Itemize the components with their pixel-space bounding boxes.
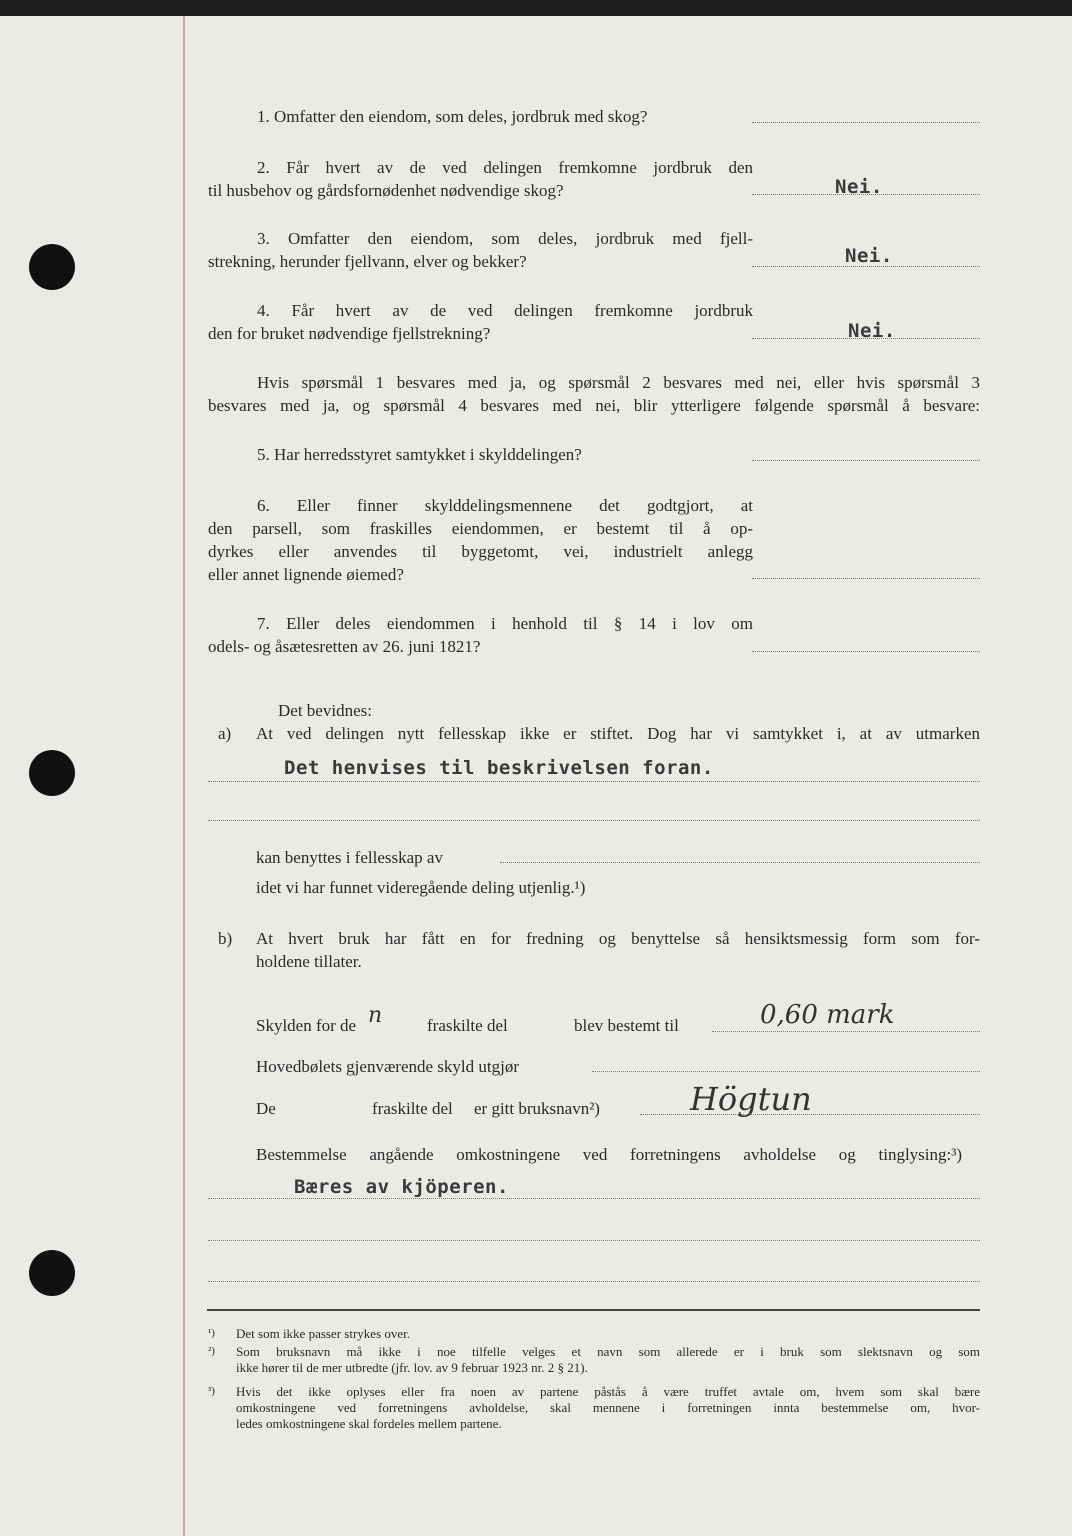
attest-a-line-1 <box>208 781 980 782</box>
question-3-line-1: 3. Omfatter den eiendom, som deles, jordbruk med fjell- <box>257 229 753 248</box>
attest-a-text: At ved delingen nytt fellesskap ikke er stiftet. Dog har vi samtykket i, at av utmarken <box>256 724 980 743</box>
question-4-line-1: 4. Får hvert av de ved delingen fremkomne jordbruk <box>257 301 753 320</box>
answer-line-7 <box>752 651 980 652</box>
cost-label: Bestemmelse angående omkostningene ved forretningens avholdelse og tinglysing:³) <box>256 1145 962 1164</box>
attest-a-common-line <box>500 862 980 863</box>
footnote-1-mark: ¹) <box>208 1327 215 1339</box>
footnote-3-line-1: Hvis det ikke oplyses eller fra noen av partene påstås å være truffet avtale om, hvem som skal bære <box>236 1384 980 1399</box>
question-7-line-1: 7. Eller deles eiendommen i henhold til § 14 i lov om <box>257 614 753 633</box>
footnote-2-line-2: ikke hører til de mer utbredte (jfr. lov. av 9 februar 1923 nr. 2 § 21). <box>236 1360 588 1375</box>
attest-a-typed: Det henvises til beskrivelsen foran. <box>284 757 714 779</box>
attest-a-label: a) <box>218 724 232 743</box>
question-2-line-1: 2. Får hvert av de ved delingen fremkomne jordbruk den <box>257 158 753 177</box>
footnote-1: Det som ikke passer strykes over. <box>236 1326 411 1341</box>
margin-rule <box>183 16 185 1536</box>
name-mid: fraskilte del <box>372 1099 453 1118</box>
question-6-line-2: den parsell, som fraskilles eiendommen, er bestemt til å op- <box>208 519 753 538</box>
question-6-line-3: dyrkes eller anvendes til byggetomt, vei, industrielt anlegg <box>208 542 753 561</box>
conditional-line-1: Hvis spørsmål 1 besvares med ja, og spørsmål 2 besvares med nei, eller hvis spørsmål 3 <box>257 373 980 392</box>
skyld-hand-n: n <box>368 1003 383 1028</box>
footnote-3-mark: ³) <box>208 1385 215 1397</box>
footnote-2-line-1: Som bruksnavn må ikke i noe tilfelle velges et navn som allerede er i bruk som slektsnavn og som <box>236 1344 980 1359</box>
cost-line-2 <box>208 1240 980 1241</box>
answer-3: Nei. <box>845 245 893 267</box>
skyld-value-line <box>712 1031 980 1032</box>
scan-top-edge <box>0 0 1072 16</box>
cost-line-3 <box>208 1281 980 1282</box>
name-value: Högtun <box>690 1080 812 1118</box>
question-3-line-2: strekning, herunder fjellvann, elver og bekker? <box>208 252 527 271</box>
cost-line-1 <box>208 1198 980 1199</box>
name-suffix: er gitt bruksnavn²) <box>474 1099 600 1118</box>
attest-a-common: kan benyttes i fellesskap av <box>256 848 443 867</box>
answer-line-6 <box>752 578 980 579</box>
skyld-prefix: Skylden for de <box>256 1016 357 1035</box>
question-1: 1. Omfatter den eiendom, som deles, jordbruk med skog? <box>257 107 648 126</box>
question-6-line-1: 6. Eller finner skylddelingsmennene det godtgjort, at <box>257 496 753 515</box>
footnote-3-line-3: ledes omkostningene skal fordeles mellem partene. <box>236 1416 502 1431</box>
attest-heading: Det bevidnes: <box>278 701 372 720</box>
attest-b-line-1: At hvert bruk har fått en for fredning og benyttelse så hensiktsmessig form som for- <box>256 929 980 948</box>
question-5: 5. Har herredsstyret samtykket i skylddelingen? <box>257 445 582 464</box>
footnote-rule <box>207 1309 980 1311</box>
attest-b-line-2: holdene tillater. <box>256 952 362 971</box>
skyld-mid: fraskilte del <box>427 1016 508 1035</box>
question-2-line-2: til husbehov og gårdsfornødenhet nødvendige skog? <box>208 181 564 200</box>
punch-hole-top <box>29 244 75 290</box>
hoved-value-line <box>592 1071 980 1072</box>
answer-line-5 <box>752 460 980 461</box>
attest-b-label: b) <box>218 929 233 948</box>
footnote-3-line-2: omkostningene ved forretningens avholdelse, skal mennene i forretningen innta bestemmelse om, hvor- <box>236 1400 980 1415</box>
skyld-suffix: blev bestemt til <box>574 1016 679 1035</box>
footnote-2-mark: ²) <box>208 1345 215 1357</box>
answer-4: Nei. <box>848 320 896 342</box>
punch-hole-bottom <box>29 1250 75 1296</box>
skyld-value: 0,60 mark <box>760 1000 895 1030</box>
name-prefix: De <box>256 1099 276 1118</box>
question-4-line-2: den for bruket nødvendige fjellstrekning? <box>208 324 491 343</box>
attest-a-reason: idet vi har funnet videregående deling utjenlig.¹) <box>256 878 586 897</box>
punch-hole-middle <box>29 750 75 796</box>
answer-line-1 <box>752 122 980 123</box>
question-7-line-2: odels- og åsætesretten av 26. juni 1821? <box>208 637 481 656</box>
conditional-line-2: besvares med ja, og spørsmål 4 besvares med nei, blir ytterligere følgende spørsmål å besvare: <box>208 396 980 415</box>
answer-2: Nei. <box>835 176 883 198</box>
question-6-line-4: eller annet lignende øiemed? <box>208 565 404 584</box>
hoved-label: Hovedbølets gjenværende skyld utgjør <box>256 1057 519 1076</box>
cost-value: Bæres av kjöperen. <box>294 1176 509 1198</box>
attest-a-line-2 <box>208 820 980 821</box>
